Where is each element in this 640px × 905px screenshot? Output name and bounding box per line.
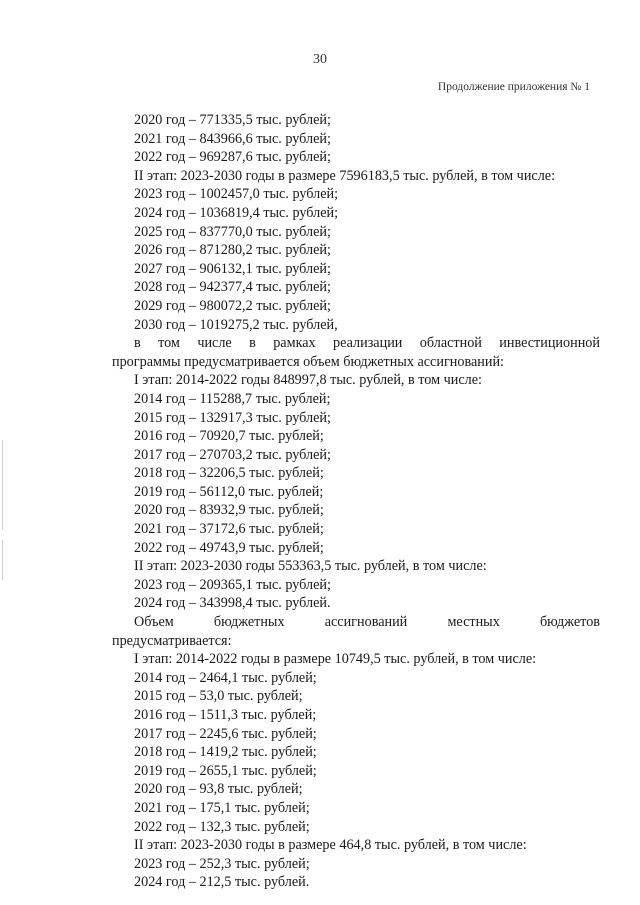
budget-line: 2017 год – 2245,6 тыс. рублей; [134, 725, 317, 742]
budget-line: 2028 год – 942377,4 тыс. рублей; [134, 279, 331, 296]
budget-line: 2022 год – 49743,9 тыс. рублей; [134, 539, 324, 556]
word: местных [447, 614, 500, 631]
budget-line: 2025 год – 837770,0 тыс. рублей; [134, 223, 331, 240]
budget-line: 2020 год – 93,8 тыс. рублей; [134, 781, 303, 798]
budget-line: 2026 год – 871280,2 тыс. рублей; [134, 242, 331, 259]
word: бюджетных [213, 614, 285, 631]
document-body [112, 111, 600, 892]
budget-line: 2022 год – 132,3 тыс. рублей; [134, 818, 310, 835]
word: числе [197, 335, 232, 352]
budget-line: 2024 год – 343998,4 тыс. рублей. [134, 595, 331, 612]
budget-line: 2015 год – 132917,3 тыс. рублей; [134, 409, 331, 426]
budget-line: 2024 год – 1036819,4 тыс. рублей; [134, 204, 339, 221]
budget-line: 2023 год – 209365,1 тыс. рублей; [134, 576, 331, 593]
budget-line: 2015 год – 53,0 тыс. рублей; [134, 688, 303, 705]
local-budget-lines [122, 650, 600, 892]
budget-line: 2023 год – 252,3 тыс. рублей; [134, 855, 310, 872]
word: Объем [134, 614, 174, 631]
budget-line: 2018 год – 1419,2 тыс. рублей; [134, 744, 317, 761]
investment-budget-lines [122, 371, 600, 613]
scan-edge-mark [2, 440, 3, 530]
scan-edge-mark [2, 540, 3, 580]
budget-line: I этап: 2014-2022 годы в размере 10749,5 тыс. рублей, в том числе: [134, 651, 537, 668]
word: областной [419, 335, 482, 352]
appendix-note: Продолжение приложения № 1 [437, 81, 590, 93]
budget-line: II этап: 2023-2030 годы в размере 464,8 тыс. рублей, в том числе: [134, 837, 527, 854]
budget-line: I этап: 2014-2022 годы 848997,8 тыс. рублей, в том числе: [134, 372, 482, 389]
budget-line: 2020 год – 83932,9 тыс. рублей; [134, 502, 324, 519]
word: бюджетов [539, 614, 600, 631]
page-number: 30 [313, 52, 327, 67]
word: том [158, 335, 180, 352]
local-paragraph-continuation: предусматривается: [112, 632, 232, 649]
budget-line: 2023 год – 1002457,0 тыс. рублей; [134, 186, 339, 203]
budget-line: 2020 год – 771335,5 тыс. рублей; [134, 112, 331, 128]
budget-line: 2022 год – 969287,6 тыс. рублей; [134, 149, 331, 166]
word: в [134, 335, 141, 352]
budget-line: 2019 год – 2655,1 тыс. рублей; [134, 762, 317, 779]
budget-line: 2021 год – 175,1 тыс. рублей; [134, 799, 310, 816]
budget-line: 2016 год – 1511,3 тыс. рублей; [134, 707, 317, 723]
budget-line: 2029 год – 980072,2 тыс. рублей; [134, 297, 331, 314]
budget-line: 2021 год – 843966,6 тыс. рублей; [134, 130, 331, 147]
word: реализации [333, 335, 403, 352]
budget-line: 2021 год – 37172,6 тыс. рублей; [134, 521, 324, 538]
budget-line: 2014 год – 2464,1 тыс. рублей; [134, 669, 317, 686]
budget-line: 2024 год – 212,5 тыс. рублей. [134, 874, 310, 891]
budget-line: 2016 год – 70920,7 тыс. рублей; [134, 428, 324, 445]
budget-line: 2030 год – 1019275,2 тыс. рублей, [134, 316, 338, 333]
budget-line: II этап: 2023-2030 годы 553363,5 тыс. рублей, в том числе: [134, 558, 487, 575]
budget-line: 2014 год – 115288,7 тыс. рублей; [134, 390, 331, 407]
budget-line: II этап: 2023-2030 годы в размере 7596183,5 тыс. рублей, в том числе: [134, 167, 556, 184]
investment-paragraph-first-line [122, 334, 600, 353]
budget-line: 2027 год – 906132,1 тыс. рублей; [134, 260, 331, 277]
word: инвестиционной [499, 335, 600, 352]
word: рамках [273, 335, 316, 352]
regional-budget-lines [122, 111, 600, 334]
investment-paragraph-continuation: программы предусматривается объем бюджетных ассигнований: [112, 353, 504, 370]
budget-line: 2019 год – 56112,0 тыс. рублей; [134, 483, 324, 500]
word: в [249, 335, 256, 352]
word: ассигнований [324, 614, 408, 631]
budget-line: 2017 год – 270703,2 тыс. рублей; [134, 446, 331, 463]
budget-line: 2018 год – 32206,5 тыс. рублей; [134, 465, 324, 482]
local-paragraph-first-line [122, 613, 600, 632]
